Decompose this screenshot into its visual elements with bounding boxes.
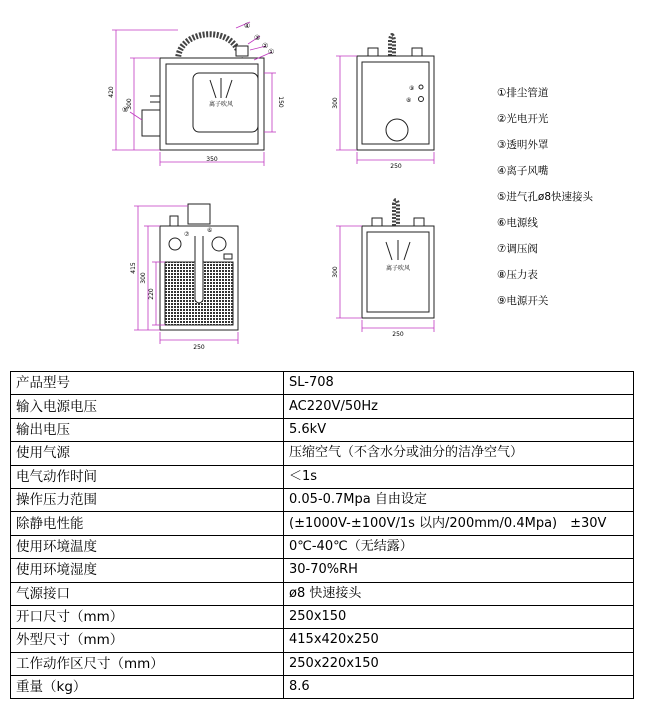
table-row (11, 418, 634, 441)
front-window-dim: 150 (277, 96, 284, 108)
spec-label: 电气动作时间 (11, 465, 284, 488)
spec-value: AC220V/50Hz (284, 395, 634, 418)
front-inner-height-dim: 300 (126, 98, 133, 110)
spec-value: 8.6 (284, 676, 634, 699)
table-row (11, 512, 634, 535)
front-callout-2: ② (262, 42, 269, 50)
table-row (11, 676, 634, 699)
spec-value: ø8 快速接头 (284, 582, 634, 605)
table-row (11, 629, 634, 652)
spec-value: 250x150 (284, 605, 634, 628)
legend-item: ④离子风嘴 (497, 165, 549, 177)
side2-width-dim: 250 (392, 331, 404, 338)
legend-item: ⑧压力表 (497, 269, 538, 281)
spec-label: 使用环境湿度 (11, 559, 284, 582)
table-row (11, 395, 634, 418)
spec-label: 除静电性能 (11, 512, 284, 535)
spec-value: 250x220x150 (284, 652, 634, 675)
parts-legend (497, 86, 643, 320)
spec-value: 415x420x250 (284, 629, 634, 652)
legend-item: ①排尘管道 (497, 87, 549, 99)
spec-label: 操作压力范围 (11, 488, 284, 511)
front-callout-3: ③ (254, 34, 261, 42)
spec-value: 0.05-0.7Mpa 自由设定 (284, 488, 634, 511)
table-row (11, 652, 634, 675)
side2-height-dim: 300 (332, 266, 339, 278)
legend-item: ②光电开光 (497, 113, 549, 125)
side-width-dim: 250 (390, 163, 402, 170)
spec-label: 工作动作区尺寸（mm） (11, 652, 284, 675)
spec-label: 使用环境温度 (11, 535, 284, 558)
legend-item: ⑨电源开关 (497, 295, 549, 307)
rear-width-dim: 250 (193, 344, 205, 351)
table-row (11, 582, 634, 605)
spec-value: SL-708 (284, 372, 634, 395)
side-view (357, 35, 434, 150)
front-view (142, 34, 264, 150)
front-callout-5: ⑤ (122, 106, 129, 114)
side2-view (362, 200, 434, 318)
spec-value: 30-70%RH (284, 559, 634, 582)
side2-window-label: 离子吹风 (385, 265, 411, 272)
table-row (11, 488, 634, 511)
rear-dim-220: 220 (148, 288, 155, 300)
spec-label: 使用气源 (11, 442, 284, 465)
spec-value: ＜1s (284, 465, 634, 488)
spec-value: 压缩空气（不含水分或油分的洁净空气） (284, 442, 634, 465)
front-window-label: 离子吹风 (208, 101, 234, 108)
table-row (11, 605, 634, 628)
spec-value: 5.6kV (284, 418, 634, 441)
front-width-dim: 350 (206, 156, 218, 163)
side-callout-8: ⑧ (406, 97, 412, 104)
front-callout-1: ① (268, 48, 275, 56)
front-callout-4: ④ (244, 22, 251, 30)
spec-label: 输出电压 (11, 418, 284, 441)
spec-label: 开口尺寸（mm） (11, 605, 284, 628)
side-height-dim: 300 (332, 97, 339, 109)
rear-dim-300: 300 (140, 272, 147, 284)
side-callout-9: ⑨ (409, 85, 415, 92)
legend-item: ⑥电源线 (497, 217, 538, 229)
spec-label: 产品型号 (11, 372, 284, 395)
spec-table (10, 371, 634, 699)
legend-item: ⑦调压阀 (497, 243, 538, 255)
legend-item: ⑤进气孔ø8快速接头 (497, 191, 594, 203)
spec-label: 气源接口 (11, 582, 284, 605)
spec-label: 输入电源电压 (11, 395, 284, 418)
spec-value: 0℃-40℃（无结露） (284, 535, 634, 558)
rear-callout-7: ⑦ (184, 231, 190, 238)
table-row (11, 535, 634, 558)
rear-callout-6: ⑥ (207, 227, 213, 234)
table-row (11, 442, 634, 465)
front-height-dim: 420 (108, 86, 115, 98)
legend-item: ③透明外罩 (497, 139, 549, 151)
spec-label: 外型尺寸（mm） (11, 629, 284, 652)
rear-view (160, 204, 238, 330)
table-row (11, 465, 634, 488)
rear-height-dim: 415 (130, 262, 137, 274)
spec-value: (±1000V-±100V/1s 以内/200mm/0.4Mpa) ±30V (284, 512, 634, 535)
table-row (11, 559, 634, 582)
spec-label: 重量（kg） (11, 676, 284, 699)
table-row (11, 372, 634, 395)
